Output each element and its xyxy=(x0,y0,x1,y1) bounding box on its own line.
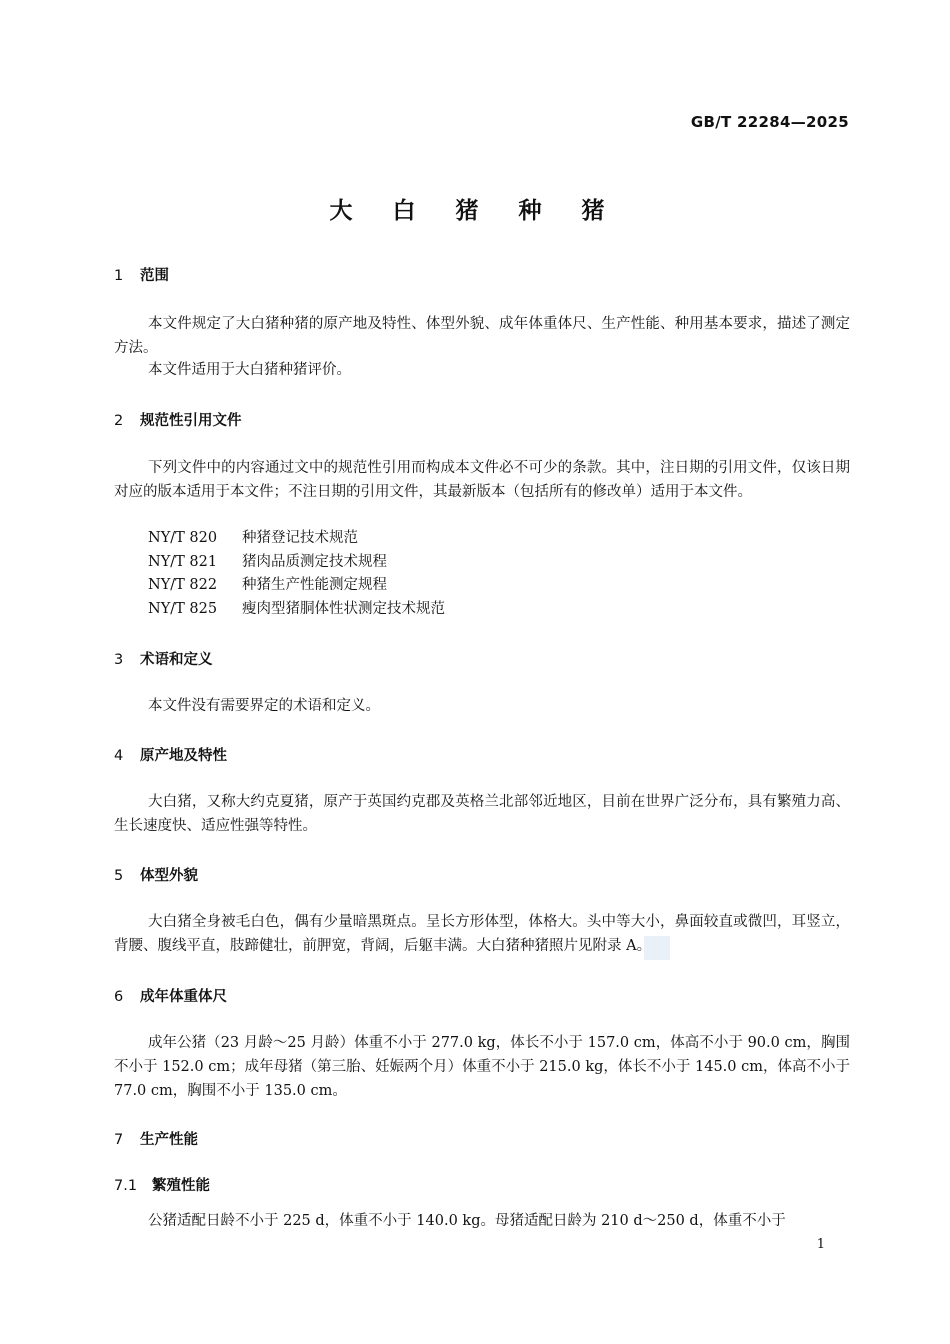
section-title: 生产性能 xyxy=(140,1132,198,1148)
section-5-paragraph-1: 大白猪全身被毛白色，偶有少量暗黑斑点。呈长方形体型，体格大。头中等大小，鼻面较直或微凹，耳竖立，背腰、腹线平直，肢蹄健壮，前胛宽，背阔，后躯丰满。大白猪种猪照片见附录 A。 xyxy=(114,914,850,954)
section-4-heading xyxy=(114,744,227,765)
subsection-7-1-paragraph-1: 公猪适配日龄不小于 225 d，体重不小于 140.0 kg。母猪适配日龄为 210 d～250 d，体重不小于 xyxy=(148,1213,786,1229)
section-number: 4 xyxy=(114,748,124,764)
section-1-paragraph-2: 本文件适用于大白猪种猪评价。 xyxy=(148,362,351,378)
section-title: 繁殖性能 xyxy=(152,1178,210,1194)
section-2-heading xyxy=(114,409,242,430)
section-3-paragraph-1: 本文件没有需要界定的术语和定义。 xyxy=(148,698,380,714)
reference-name: 猪肉品质测定技术规程 xyxy=(242,554,387,570)
section-number: 7.1 xyxy=(114,1178,138,1194)
section-6-paragraph-1: 成年公猪（23 月龄～25 月龄）体重不小于 277.0 kg，体长不小于 157.0 cm，体高不小于 90.0 cm，胸围不小于 152.0 cm；成年母猪（第三胎、妊娠两个月）体重不小于 215.0 kg，体长不小于 145.0 cm，体高不小于 77.0 cm，胸围不小于 135.0 cm。 xyxy=(114,1035,850,1099)
reference-name: 种猪生产性能测定规程 xyxy=(242,577,387,593)
reference-name: 瘦肉型猪胴体性状测定技术规范 xyxy=(242,601,445,617)
normative-reference-item xyxy=(148,550,387,574)
section-title: 范围 xyxy=(140,268,169,284)
section-title: 体型外貌 xyxy=(140,868,198,884)
section-1-heading xyxy=(114,264,169,285)
normative-reference-item xyxy=(148,526,358,550)
normative-reference-item xyxy=(148,597,445,621)
reference-code: NY/T 820 xyxy=(148,530,218,546)
section-title: 规范性引用文件 xyxy=(140,413,242,429)
section-title: 术语和定义 xyxy=(140,652,213,668)
section-4-paragraph-1: 大白猪，又称大约克夏猪，原产于英国约克郡及英格兰北部邻近地区，目前在世界广泛分布，具有繁殖力高、生长速度快、适应性强等特性。 xyxy=(114,794,850,834)
document-title: 大 白 猪 种 猪 xyxy=(329,198,621,224)
section-2-paragraph-1: 下列文件中的内容通过文中的规范性引用而构成本文件必不可少的条款。其中，注日期的引用文件，仅该日期对应的版本适用于本文件；不注日期的引用文件，其最新版本（包括所有的修改单）适用于本文件。 xyxy=(114,460,850,500)
reference-name: 种猪登记技术规范 xyxy=(242,530,358,546)
section-5-heading xyxy=(114,864,198,885)
section-number: 7 xyxy=(114,1132,124,1148)
reference-code: NY/T 822 xyxy=(148,577,218,593)
standard-code: GB/T 22284—2025 xyxy=(690,113,849,131)
section-title: 原产地及特性 xyxy=(140,748,227,764)
section-number: 3 xyxy=(114,652,124,668)
section-6-heading xyxy=(114,985,227,1006)
reference-code: NY/T 825 xyxy=(148,601,218,617)
section-number: 5 xyxy=(114,868,124,884)
section-number: 1 xyxy=(114,268,124,284)
reference-code: NY/T 821 xyxy=(148,554,218,570)
section-3-heading xyxy=(114,648,213,669)
section-number: 2 xyxy=(114,413,124,429)
normative-reference-item xyxy=(148,573,387,597)
section-7-heading xyxy=(114,1128,198,1149)
section-title: 成年体重体尺 xyxy=(140,989,227,1005)
page-number: 1 xyxy=(816,1237,825,1252)
subsection-7-1-heading xyxy=(114,1174,210,1195)
section-1-paragraph-1: 本文件规定了大白猪种猪的原产地及特性、体型外貌、成年体重体尺、生产性能、种用基本要求，描述了测定方法。 xyxy=(114,316,850,356)
section-number: 6 xyxy=(114,989,124,1005)
